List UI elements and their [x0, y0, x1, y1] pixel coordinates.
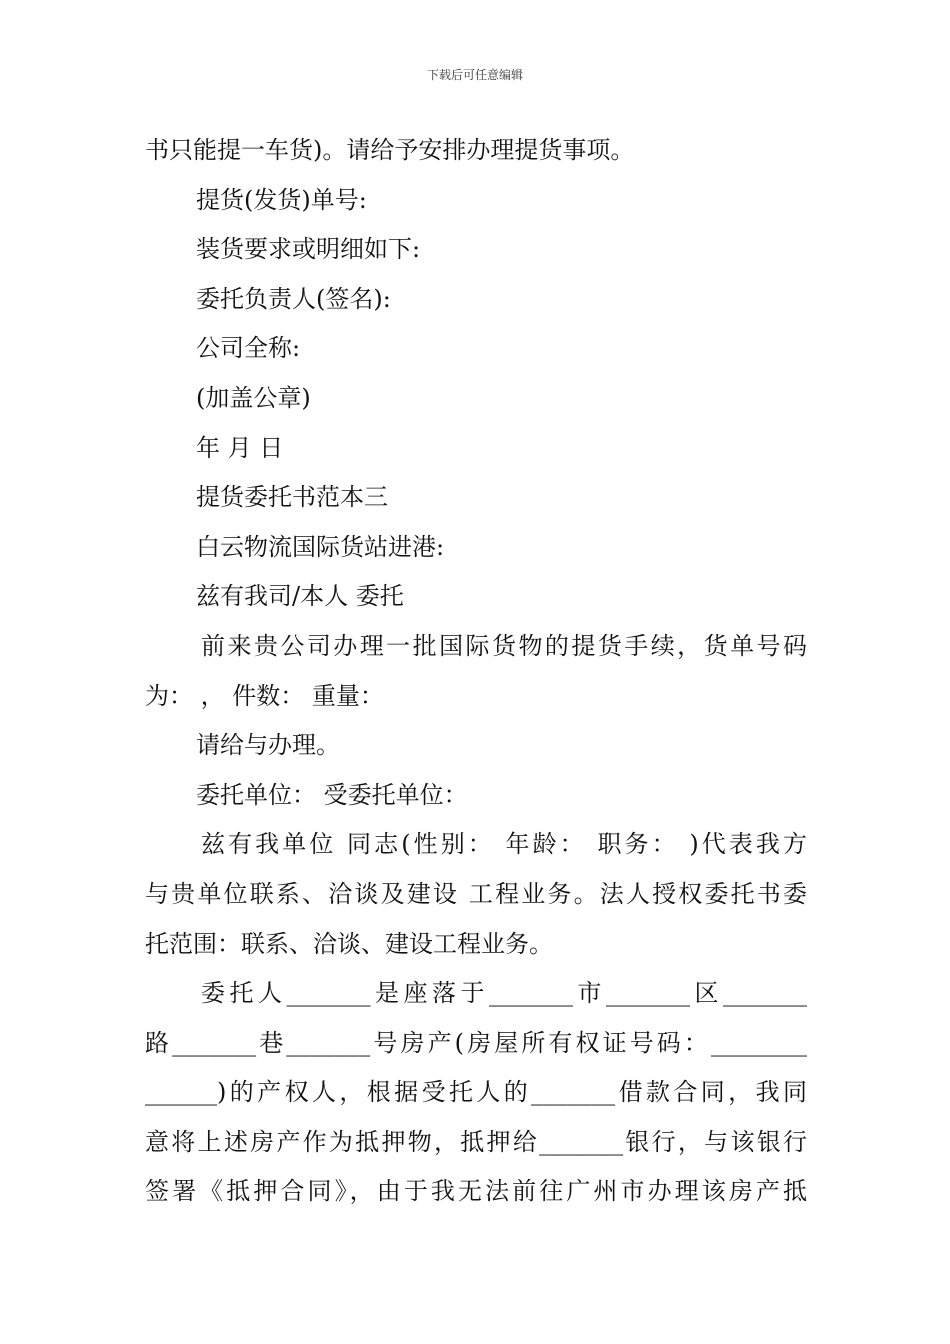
text-line: ______)的产权人，根据受托人的_______借款合同，我同 [145, 1078, 807, 1107]
text-line: 委托人_______是座落于_______市_______区_______ [201, 979, 807, 1008]
text-line: 年 月 日 [196, 433, 284, 462]
text-line: 托范围：联系、洽谈、建设工程业务。 [145, 929, 553, 958]
text-line: 前来贵公司办理一批国际货物的提货手续，货单号码 [201, 631, 807, 660]
page-header-note: 下载后可任意编辑 [426, 68, 523, 82]
text-line: 公司全称: [196, 334, 301, 363]
document-body [145, 126, 807, 1217]
text-line: 请给与办理。 [196, 731, 340, 760]
text-line: 为： ， 件数： 重量： [145, 681, 384, 710]
text-line: 书只能提一车货)。请给予安排办理提货事项。 [145, 136, 635, 164]
text-line: 路_______巷_______号房产(房屋所有权证号码：________ [145, 1028, 807, 1057]
text-line: 签署《抵押合同》，由于我无法前往广州市办理该房产抵 [145, 1177, 807, 1206]
text-line: 白云物流国际货站进港: [196, 532, 445, 561]
text-line: 提货(发货)单号: [196, 185, 367, 214]
text-line: 兹有我司/本人 委托 [196, 582, 404, 611]
text-line: 与贵单位联系、洽谈及建设 工程业务。法人授权委托书委 [145, 879, 807, 908]
text-line: 意将上述房产作为抵押物，抵押给_______银行，与该银行 [145, 1127, 807, 1156]
text-line: 委托单位： 受委托单位： [196, 780, 468, 809]
text-line: (加盖公章) [196, 383, 311, 412]
section-title: 提货委托书范本三 [196, 483, 388, 512]
text-line: 装货要求或明细如下: [196, 235, 421, 264]
text-line: 兹有我单位 同志(性别： 年龄： 职务： )代表我方 [201, 830, 807, 859]
text-line: 委托负责人(签名): [196, 284, 391, 313]
